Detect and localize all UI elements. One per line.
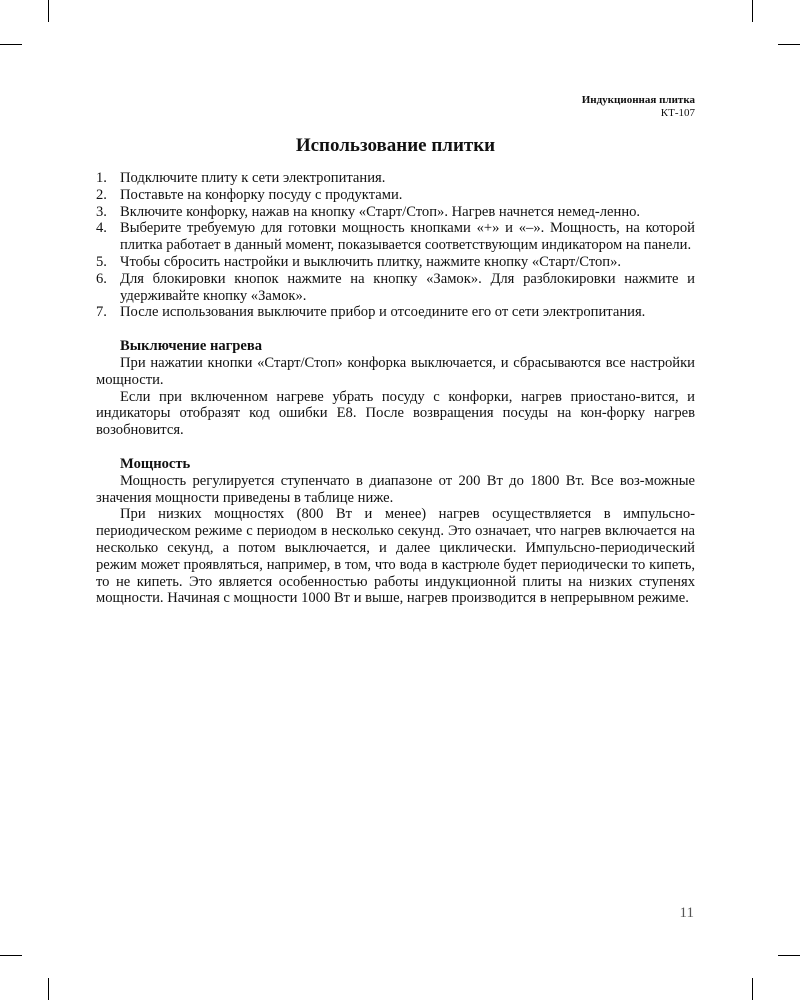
list-item xyxy=(96,254,695,271)
list-item-text: Включите конфорку, нажав на кнопку «Старт/Стоп». Нагрев начнется немед-ленно. xyxy=(120,203,641,220)
page-content xyxy=(96,94,695,607)
crop-mark-right-top xyxy=(778,44,800,45)
list-item xyxy=(96,187,695,204)
list-item xyxy=(96,204,695,221)
usage-steps-list xyxy=(96,170,695,321)
list-item-number: 3. xyxy=(96,203,107,220)
crop-mark-top-right xyxy=(752,0,753,22)
list-item-number: 1. xyxy=(96,170,107,186)
list-item-number: 7. xyxy=(96,304,107,321)
page-title: Использование плитки xyxy=(295,135,496,156)
crop-mark-bottom-left xyxy=(48,978,49,1000)
list-item xyxy=(96,170,695,187)
list-item-text: Выберите требуемую для готовки мощность кнопками «+» и «–». Мощность, на которой плитка работает в данный момент, показывается соответствующим индикатором на панели. xyxy=(120,220,695,254)
list-item-text: Чтобы сбросить настройки и выключить плитку, нажмите кнопку «Старт/Стоп». xyxy=(120,253,622,270)
section-heading-heating-off: Выключение нагрева xyxy=(120,338,263,355)
list-item-number: 6. xyxy=(96,270,107,287)
paragraph: При нажатии кнопки «Старт/Стоп» конфорка выключается, и сбрасываются все настройки мощности. xyxy=(96,354,695,388)
section-heating-off xyxy=(96,338,695,439)
running-head xyxy=(96,94,695,120)
crop-mark-right-bottom xyxy=(778,955,800,956)
page-number: 11 xyxy=(679,905,694,921)
list-item-text: Поставьте на конфорку посуду с продуктами. xyxy=(120,186,403,203)
list-item-number: 2. xyxy=(96,186,107,203)
list-item-text: После использования выключите прибор и отсоедините его от сети электропитания. xyxy=(120,304,646,321)
paragraph: Мощность регулируется ступенчато в диапазоне от 200 Вт до 1800 Вт. Все воз-можные значения мощности приведены в таблице ниже. xyxy=(96,472,695,506)
paragraph: При низких мощностях (800 Вт и менее) нагрев осуществляется в импульсно-периодическом режиме с периодом в несколько секунд. Это означает, что нагрев включается на несколько секунд, а потом выключается, и далее циклически. Импульсно-периодический режим может проявляться, например, в том, что вода в кастрюле будет периодически то кипеть, то не кипеть. Это является особенностью работы индукционной плиты на низких ступенях мощности. Начиная с мощности 1000 Вт и выше, нагрев производится в непрерывном режиме. xyxy=(96,506,695,607)
crop-mark-top-left xyxy=(48,0,49,22)
list-item xyxy=(96,271,695,305)
section-heading-power: Мощность xyxy=(120,455,191,472)
list-item xyxy=(96,220,695,254)
list-item-text: Для блокировки кнопок нажмите на кнопку «Замок». Для разблокировки нажмите и удерживайте кнопку «Замок». xyxy=(120,270,695,304)
crop-mark-left-bottom xyxy=(0,955,22,956)
model-number: КТ-107 xyxy=(660,107,695,119)
product-name: Индукционная плитка xyxy=(581,94,695,106)
crop-mark-left-top xyxy=(0,44,22,45)
list-item-number: 4. xyxy=(96,220,107,237)
list-item-number: 5. xyxy=(96,253,107,270)
paragraph: Если при включенном нагреве убрать посуду с конфорки, нагрев приостано-вится, и индикаторы отобразят код ошибки E8. После возвращения посуды на кон-форку нагрев возобновится. xyxy=(96,388,695,439)
list-item-text: Подключите плиту к сети электропитания. xyxy=(120,170,386,186)
crop-mark-bottom-right xyxy=(752,978,753,1000)
list-item xyxy=(96,304,695,321)
section-power xyxy=(96,456,695,607)
